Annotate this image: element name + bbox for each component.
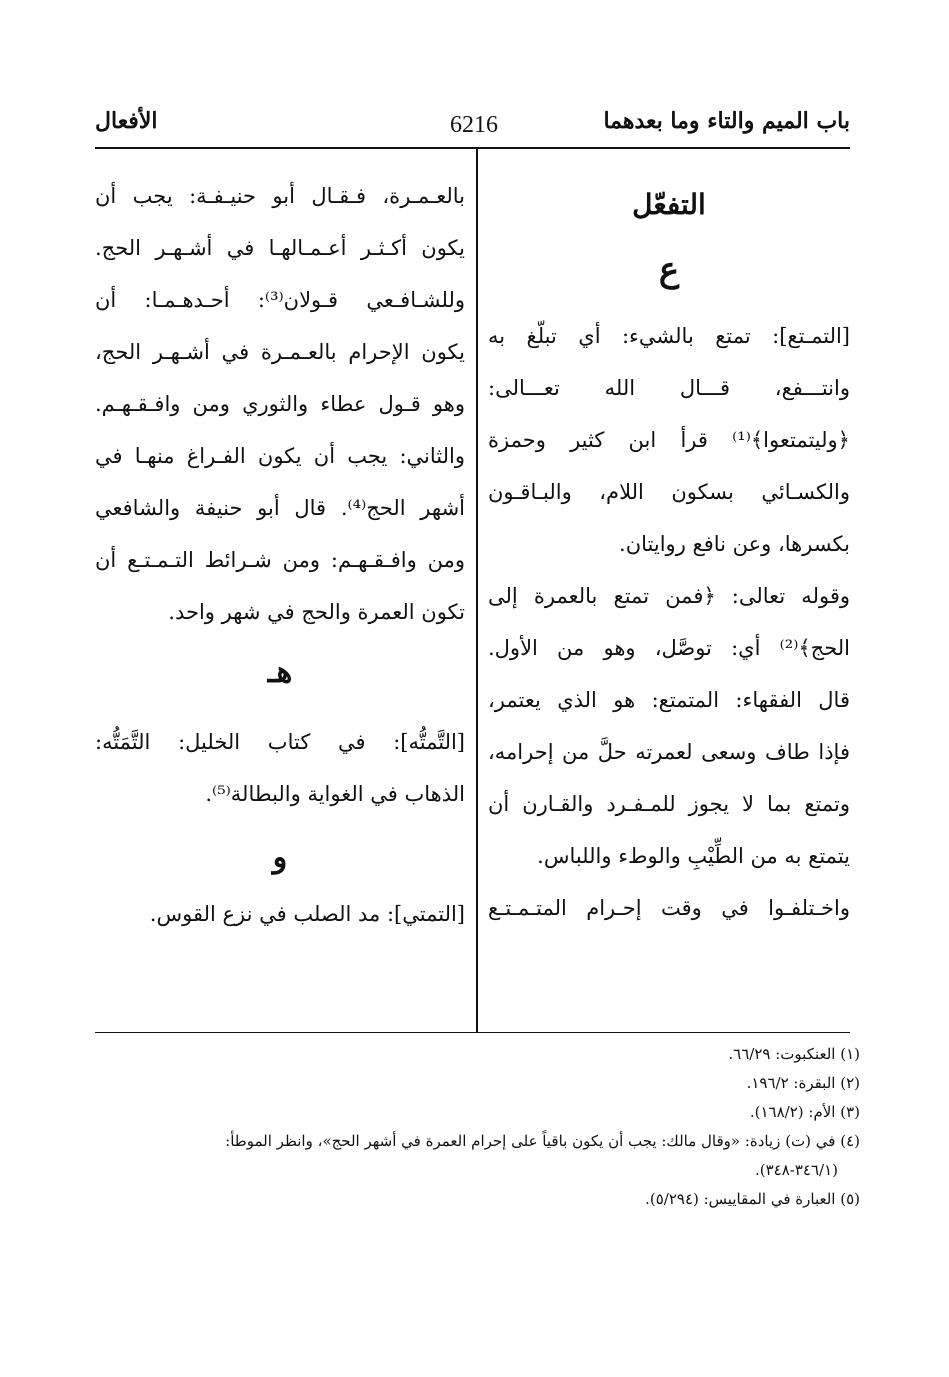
column-divider — [476, 149, 478, 1032]
footnote: (٥) العبارة في المقاييس: (٥/٢٩٤). — [645, 1190, 860, 1208]
text-line: يتمتع به من الطِّيْبِ والوطء واللباس. — [537, 844, 850, 868]
letter-heading-waw: و — [272, 840, 288, 875]
running-header — [95, 100, 850, 146]
text-line: ﴿وليتمتعوا﴾⁽¹⁾ قرأ ابن كثير وحمزة — [488, 428, 850, 452]
text-line: يكون الإحرام بالعـمـرة في أشـهـر الحج، — [95, 340, 465, 364]
text-line: الذهاب في الغواية والبطالة⁽⁵⁾. — [205, 782, 465, 806]
left-column — [95, 170, 465, 940]
text-line: [التمتي]: مد الصلب في نزع القوس. — [149, 902, 465, 926]
text-line: وانتـــفع، قـــال الله تعـــالى: — [488, 376, 850, 400]
letter-heading-ha: هـ — [267, 655, 293, 690]
text-line: وقوله تعالى: ﴿فمن تمتع بالعمرة إلى — [488, 584, 850, 608]
text-line: تكون العمرة والحج في شهر واحد. — [168, 600, 465, 624]
letter-heading-ain: ع — [658, 250, 680, 290]
page-number: 6216 — [450, 112, 498, 138]
text-line: والثاني: يجب أن يكون الفـراغ منهـا في — [95, 444, 465, 468]
text-line: بكسرها، وعن نافع روايتان. — [619, 532, 850, 556]
footnote: (٣) الأم: (١٦٨/٢). — [749, 1103, 860, 1121]
footnote: (٤) في (ت) زيادة: «وقال مالك: يجب أن يكون باقياً على إحرام العمرة في أشهر الحج»، وانظر الموطأ: — [225, 1132, 860, 1150]
text-line: الحج﴾⁽²⁾ أي: توصَّل، وهو من الأول. — [488, 636, 850, 660]
text-line: فإذا طاف وسعى لعمرته حلَّ من إحرامه، — [488, 740, 850, 764]
footnotes — [95, 1040, 860, 1214]
header-rule — [95, 147, 850, 149]
text-line: يكون أكـثـر أعـمـالهـا في أشـهـر الحج. — [95, 236, 465, 260]
text-line: ومن وافـقـهـم: ومن شـرائط التـمـتـع أن — [95, 548, 465, 572]
chapter-title: باب الميم والتاء وما بعدهما — [603, 108, 850, 134]
text-line: بالعـمـرة، فـقـال أبو حنيـفـة: يجب أن — [95, 184, 465, 208]
footnote: (١) العنكبوت: ٦٦/٢٩. — [728, 1045, 860, 1063]
right-column — [488, 170, 850, 934]
section-heading: التفعّل — [632, 188, 706, 221]
text-line: وللشـافـعي قـولان⁽³⁾: أحـدهـمـا: أن — [95, 288, 465, 312]
text-line: أشهر الحج⁽⁴⁾. قال أبو حنيفة والشافعي — [95, 496, 465, 520]
footnote: (٢) البقرة: ١٩٦/٢. — [746, 1074, 860, 1092]
text-line: [التَّمتُّه]: في كتاب الخليل: التَّمَتُّه: — [95, 730, 465, 754]
section-title: الأفعال — [95, 108, 158, 134]
text-line: وتمتع بما لا يجوز للمـفـرد والقـارن أن — [488, 792, 850, 816]
text-line: واخـتلفـوا في وقت إحـرام المتـمـتـع — [488, 896, 850, 920]
text-line: وهو قـول عطاء والثوري ومن وافـقـهـم. — [95, 392, 465, 416]
text-line: قال الفقهاء: المتمتع: هو الذي يعتمر، — [488, 688, 850, 712]
footnote-continuation: (٣٤٦/١-٣٤٨). — [754, 1161, 838, 1179]
text-line: [التمـتع]: تمتع بالشيء: أي تبلّغ به — [488, 324, 850, 348]
footnote-rule — [95, 1032, 850, 1033]
text-line: والكسـائي بسكون اللام، والبـاقـون — [488, 480, 850, 504]
